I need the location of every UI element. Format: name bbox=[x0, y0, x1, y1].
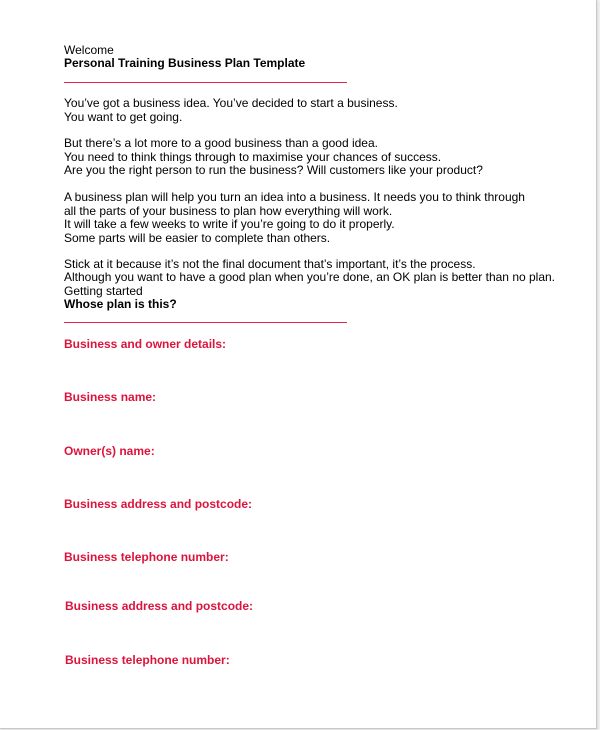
section-heading: Whose plan is this? bbox=[64, 297, 177, 311]
intro-p3-line-2: all the parts of your business to plan how everything will work. bbox=[64, 204, 393, 218]
welcome-text: Welcome bbox=[64, 43, 114, 57]
field-label-owners-name: Owner(s) name: bbox=[64, 444, 155, 458]
title-divider bbox=[64, 82, 347, 83]
document-title: Personal Training Business Plan Template bbox=[64, 56, 306, 70]
intro-p2-line-1: But there’s a lot more to a good business than a good idea. bbox=[64, 136, 378, 150]
field-label-business-address: Business address and postcode: bbox=[64, 497, 253, 511]
intro-p2-line-2: You need to think things through to maximise your chances of success. bbox=[64, 150, 442, 164]
intro-p2-line-3: Are you the right person to run the business? Will customers like your product? bbox=[64, 163, 483, 177]
field-label-business-owner-details: Business and owner details: bbox=[64, 337, 227, 351]
intro-p4-line-2: Although you want to have a good plan when you’re done, an OK plan is better than no plan. bbox=[64, 270, 556, 284]
intro-p1-line-2: You want to get going. bbox=[64, 110, 183, 124]
field-label-business-address-2: Business address and postcode: bbox=[65, 599, 254, 613]
getting-started-text: Getting started bbox=[64, 284, 143, 298]
intro-p1-line-1: You’ve got a business idea. You’ve decided to start a business. bbox=[64, 96, 398, 110]
section-divider bbox=[64, 322, 347, 323]
intro-p3-line-1: A business plan will help you turn an idea into a business. It needs you to think through bbox=[64, 190, 525, 204]
field-label-business-name: Business name: bbox=[64, 390, 157, 404]
intro-p3-line-4: Some parts will be easier to complete than others. bbox=[64, 231, 331, 245]
field-label-business-telephone-2: Business telephone number: bbox=[65, 653, 230, 667]
field-label-business-telephone: Business telephone number: bbox=[64, 550, 229, 564]
intro-p4-line-1: Stick at it because it’s not the final document that’s important, it’s the process. bbox=[64, 257, 476, 271]
intro-p3-line-3: It will take a few weeks to write if you’re going to do it properly. bbox=[64, 217, 395, 231]
